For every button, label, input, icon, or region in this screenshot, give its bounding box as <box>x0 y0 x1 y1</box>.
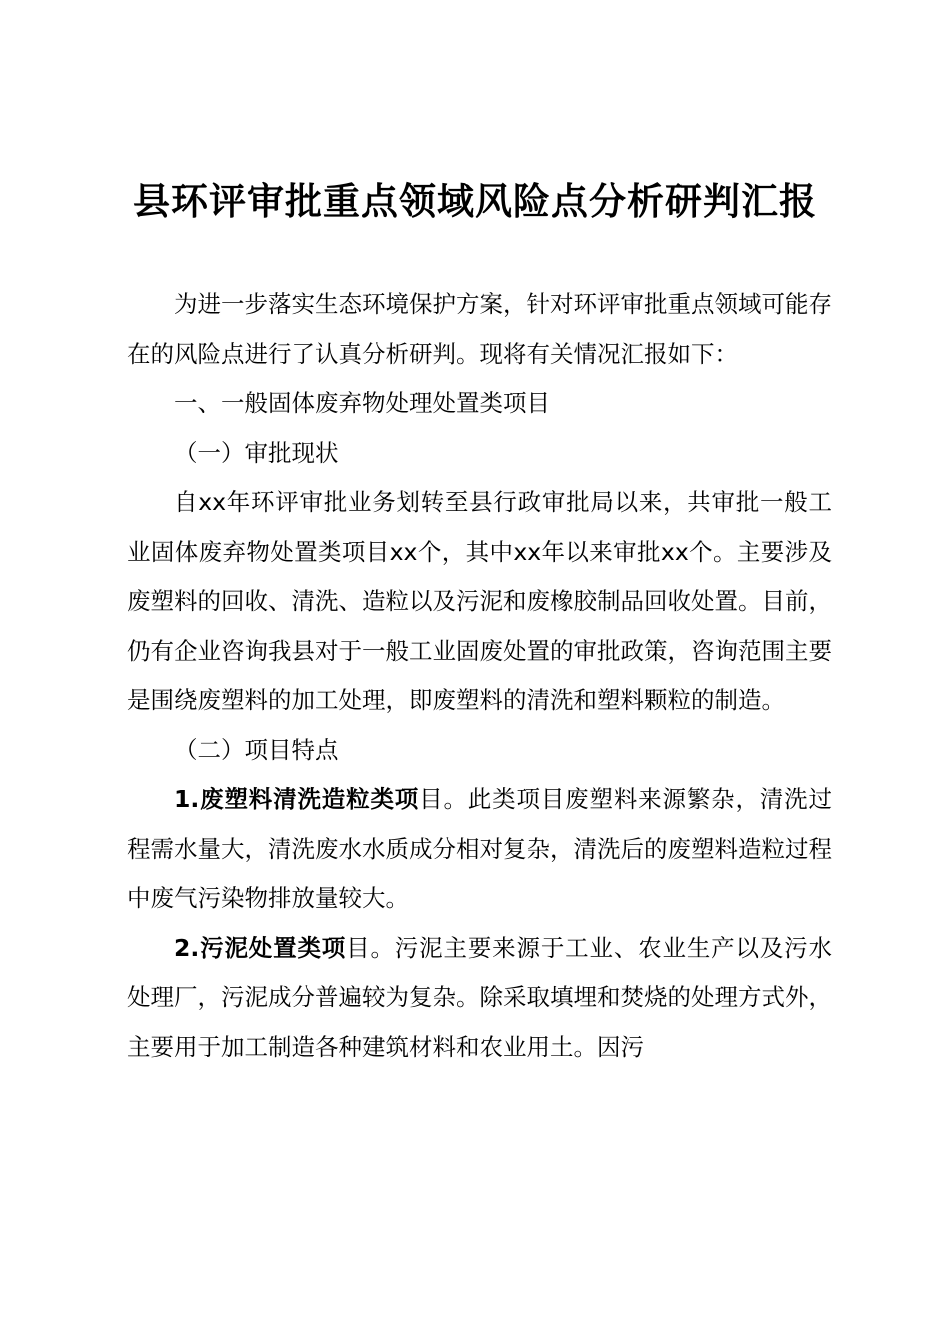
subsection-heading-2: （二）项目特点 <box>174 735 339 764</box>
status-paragraph: 自xx年环评审批业务划转至县行政审批局以来，共审批一般工业固体废弃物处置类项目xx个，其中xx年以来审批xx个。主要涉及废塑料的回收、清洗、造粒以及污泥和废橡胶制品回收处置。目前，仍有企业咨询我县对于一般工业固废处置的审批政策，咨询范围主要是围绕废塑料的加工处理，即废塑料的清洗和塑料颗粒的制造。 <box>127 488 832 714</box>
item-2-lead: 2.污泥处置类项 <box>174 933 347 962</box>
item-2-paragraph <box>127 924 832 1073</box>
section-heading-1: 一、一般固体废弃物处理处置类项目 <box>174 389 550 417</box>
item-1-text: 目。此类项目废塑料来源繁杂，清洗过程需水量大，清洗废水水质成分相对复杂，清洗后的废塑料造粒过程中废气污染物排放量较大。 <box>127 785 833 912</box>
item-1-lead: 1.废塑料清洗造粒类项 <box>174 785 420 813</box>
document-body <box>127 280 832 1072</box>
item-2-text: 目。污泥主要来源于工业、农业生产以及污水处理厂，污泥成分普遍较为复杂。除采取填埋和焚烧的处理方式外，主要用于加工制造各种建筑材料和农业用土。因污 <box>127 933 833 1061</box>
intro-paragraph: 为进一步落实生态环境保护方案，针对环评审批重点领域可能存在的风险点进行了认真分析研判。现将有关情况汇报如下： <box>127 290 832 368</box>
document-title: 县环评审批重点领域风险点分析研判汇报 <box>133 180 817 223</box>
item-1-paragraph <box>127 775 832 924</box>
subsection-heading-1: （一）审批现状 <box>174 438 339 467</box>
